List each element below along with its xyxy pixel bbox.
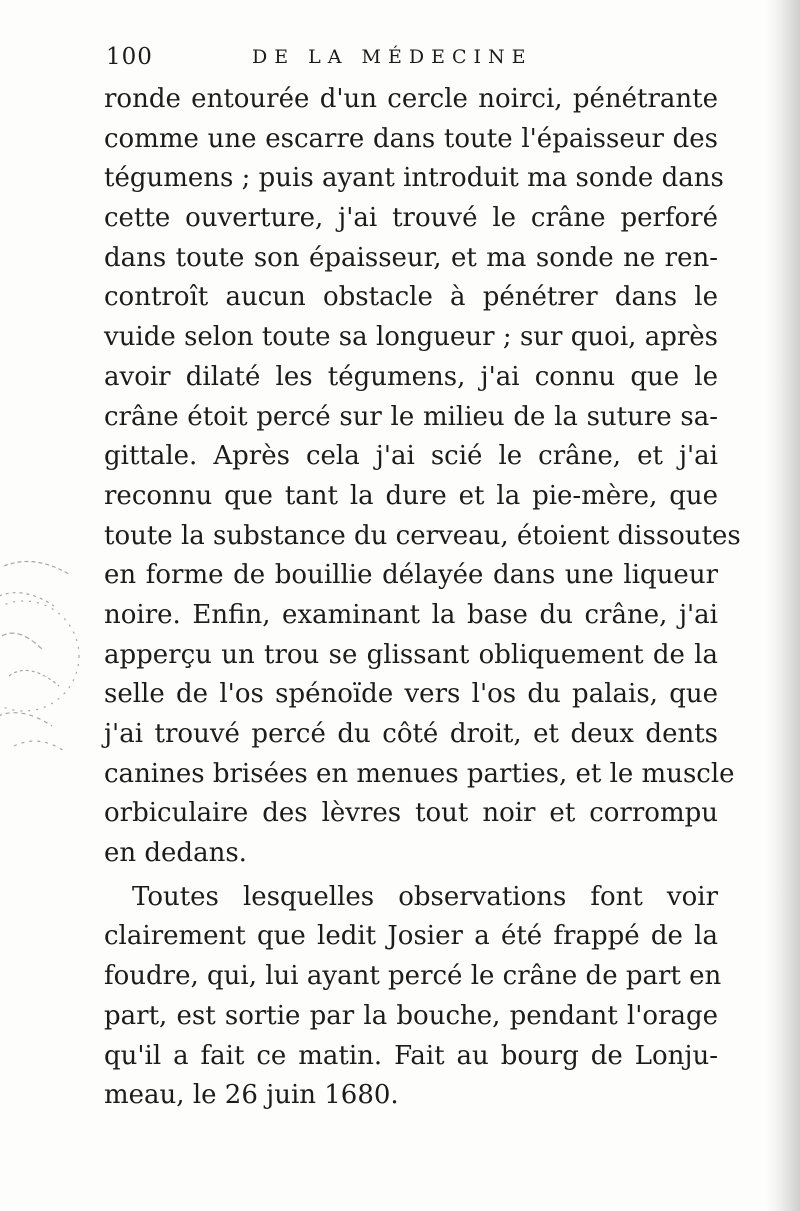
text-line: tégumens ; puis ayant introduit ma sonde dans: [104, 163, 724, 194]
text-line: vuide selon toute sa longueur ; sur quoi, après: [104, 322, 718, 353]
page-number: 100: [106, 44, 153, 70]
body-text: [104, 80, 741, 1116]
text-line: selle de l'os spénoïde vers l'os du palais, que: [104, 679, 718, 710]
text-line: crâne étoit percé sur le milieu de la suture sa-: [104, 401, 718, 432]
text-line: canines brisées en menues parties, et le muscle: [104, 758, 735, 789]
text-line: avoir dilaté les tégumens, j'ai connu que le: [104, 361, 718, 392]
text-line: clairement que ledit Josier a été frappé de la: [104, 921, 718, 952]
text-line: orbiculaire des lèvres tout noir et corrompu: [104, 798, 718, 829]
text-line: toute la substance du cerveau, étoient dissoutes: [104, 520, 741, 551]
text-line: part, est sortie par la bouche, pendant l'orage: [104, 1000, 718, 1031]
text-line: gittale. Après cela j'ai scié le crâne, et j'ai: [104, 441, 718, 472]
text-line: foudre, qui, lui ayant percé le crâne de part en: [104, 961, 722, 992]
text-line: cette ouverture, j'ai trouvé le crâne perforé: [104, 203, 718, 234]
library-stamp-icon: [0, 556, 94, 756]
page-edge-shadow: [766, 0, 800, 1211]
text-line: qu'il a fait ce matin. Fait au bourg de Lonju-: [104, 1040, 718, 1071]
paragraph-1: [104, 80, 741, 874]
text-line: reconnu que tant la dure et la pie-mère, que: [104, 480, 718, 511]
text-line: dans toute son épaisseur, et ma sonde ne ren-: [104, 242, 718, 273]
text-line: ronde entourée d'un cercle noirci, pénétrante: [104, 84, 718, 114]
running-title: DE LA MÉDECINE: [252, 46, 533, 68]
text-line: en forme de bouillie délayée dans une liqueur: [104, 560, 718, 591]
text-line: noire. Enfin, examinant la base du crâne, j'ai: [104, 599, 718, 630]
text-line: comme une escarre dans toute l'épaisseur des: [104, 123, 718, 154]
paragraph-2: [104, 878, 722, 1116]
page-header: [106, 44, 706, 80]
text-line: Toutes lesquelles observations font voir: [132, 881, 718, 912]
text-line: j'ai trouvé percé du côté droit, et deux dents: [104, 719, 718, 749]
text-line: controît aucun obstacle à pénétrer dans le: [104, 282, 718, 313]
text-line: apperçu un trou se glissant obliquement de la: [104, 639, 718, 670]
text-line: meau, le 26 juin 1680.: [104, 1080, 399, 1111]
text-line: en dedans.: [104, 838, 247, 869]
